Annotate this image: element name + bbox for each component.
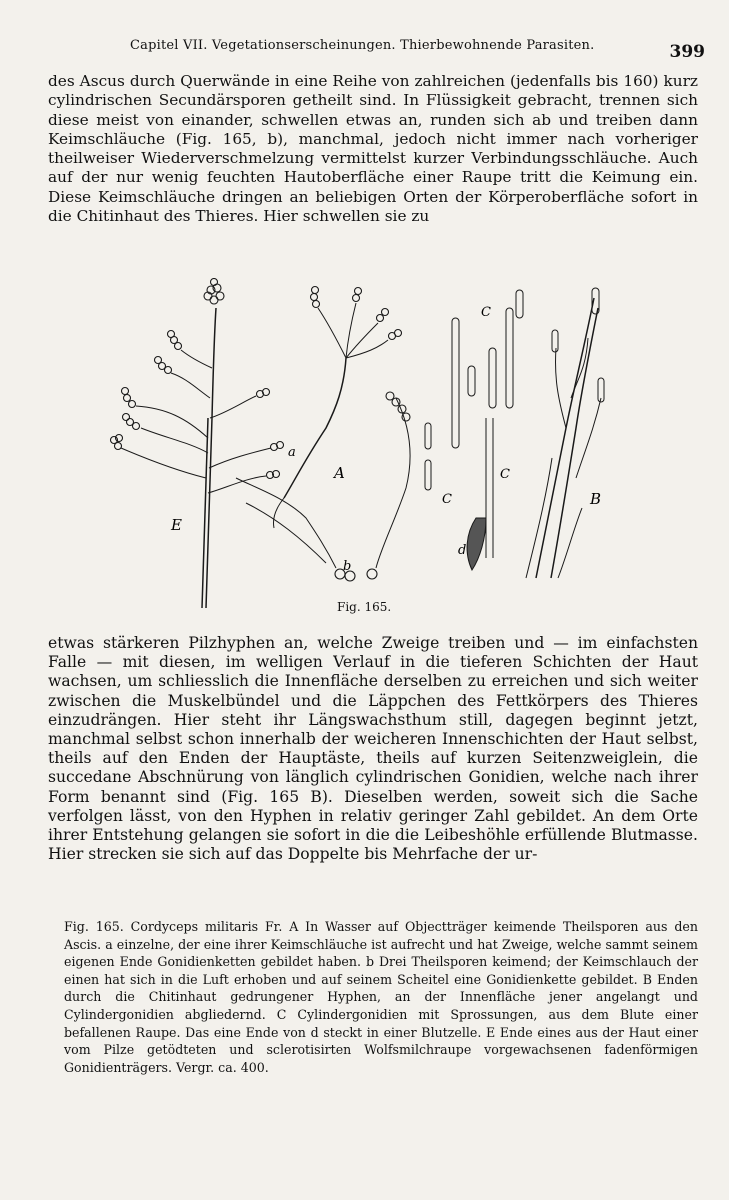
paragraph-top: des Ascus durch Querwände in eine Reihe von zahlreichen (jedenfalls bis 160) kurz cylindrischen Secundärsporen getheilt sind. In Flüssigkeit gebracht, trennen sich diese meist von einander, schwellen etwas an, runden sich ab und treiben dann Keimschläuche (Fig. 165, b), manchmal, jedoch nicht immer nach vorheriger theilweiser Wiederverschmelzung vermittelst kurzer Verbindungsschläuche. Auch auf der nur wenig feuchten Hautoberfläche einer Raupe tritt die Keimung ein. Diese Keimschläuche dringen an beliebigen Orten der Körperoberfläche sofort in die Chitinhaut des Thieres. Hier schwellen sie zu [48, 72, 698, 226]
label-a: a [288, 445, 296, 460]
figure-label: Fig. 165. [337, 600, 392, 614]
figure-165-illustration [96, 278, 616, 608]
label-C3: C [442, 492, 452, 507]
label-C1: C [481, 305, 491, 320]
label-B: B [590, 490, 602, 508]
fungus-drawing [96, 278, 616, 608]
label-A: A [334, 464, 345, 482]
running-head: Capitel VII. Vegetationserscheinungen. Thierbewohnende Parasiten. [130, 38, 595, 53]
paragraph-mid: etwas stärkeren Pilzhyphen an, welche Zweige treiben und — im einfachsten Falle — mit diesen, im welligen Verlauf in die tieferen Schichten der Haut wachsen, um schliesslich die Innenfläche derselben zu erreichen und sich weiter zwischen die Muskelbündel und die Läppchen des Fettkörpers des Thieres einzudrängen. Hier steht ihr Längswachsthum still, dagegen beginnt jetzt, manchmal selbst schon innerhalb der weicheren Innenschichten der Haut selbst, theils auf den Enden der Hauptäste, theils auf kurzen Seitenzweiglein, die succedane Abschnürung von länglich cylindrischen Gonidien, welche nach ihrer Form benannt sind (Fig. 165 B). Dieselben werden, soweit sich die Sache verfolgen lässt, von den Hyphen in relativ geringer Zahl gebildet. An dem Orte ihrer Entstehung gelangen sie sofort in die die Leibeshöhle erfüllende Blutmasse. Hier strecken sie sich auf das Doppelte bis Mehrfache der ur- [48, 634, 698, 864]
label-C2: C [500, 467, 510, 482]
figure-part-C [425, 290, 523, 570]
label-b: b [343, 559, 352, 574]
figure-caption: Fig. 165. Cordyceps militaris Fr. A In Wasser auf Objectträger keimende Theilsporen aus den Ascis. a einzelne, der eine ihrer Keimschläuche ist aufrecht und hat Zweige, welche sammt seinem eigenen Ende Gonidienketten gebildet haben. b Drei Theilsporen keimend; der Keimschlauch der einen hat sich in die Luft erhoben und auf seinem Scheitel eine Gonidienkette gebildet. B Enden durch die Chitinhaut gedrungener Hyphen, an der Innenfläche jener angelangt und Cylindergonidien abgliedernd. C Cylindergonidien mit Sprossungen, aus dem Blute einer befallenen Raupe. Das eine Ende von d steckt in einer Blutzelle. E Ende eines aus der Haut einer vom Pilze getödteten und sclerotisirten Wolfsmilchraupe vorgewachsenen fadenförmigen Gonidienträgers. Vergr. ca. 400. [64, 919, 698, 1075]
figure-part-A [236, 287, 410, 582]
page-number: 399 [669, 42, 705, 62]
label-E: E [171, 516, 182, 534]
figure-part-B [526, 288, 604, 578]
label-d: d [458, 543, 467, 558]
figure-part-E [111, 279, 284, 609]
